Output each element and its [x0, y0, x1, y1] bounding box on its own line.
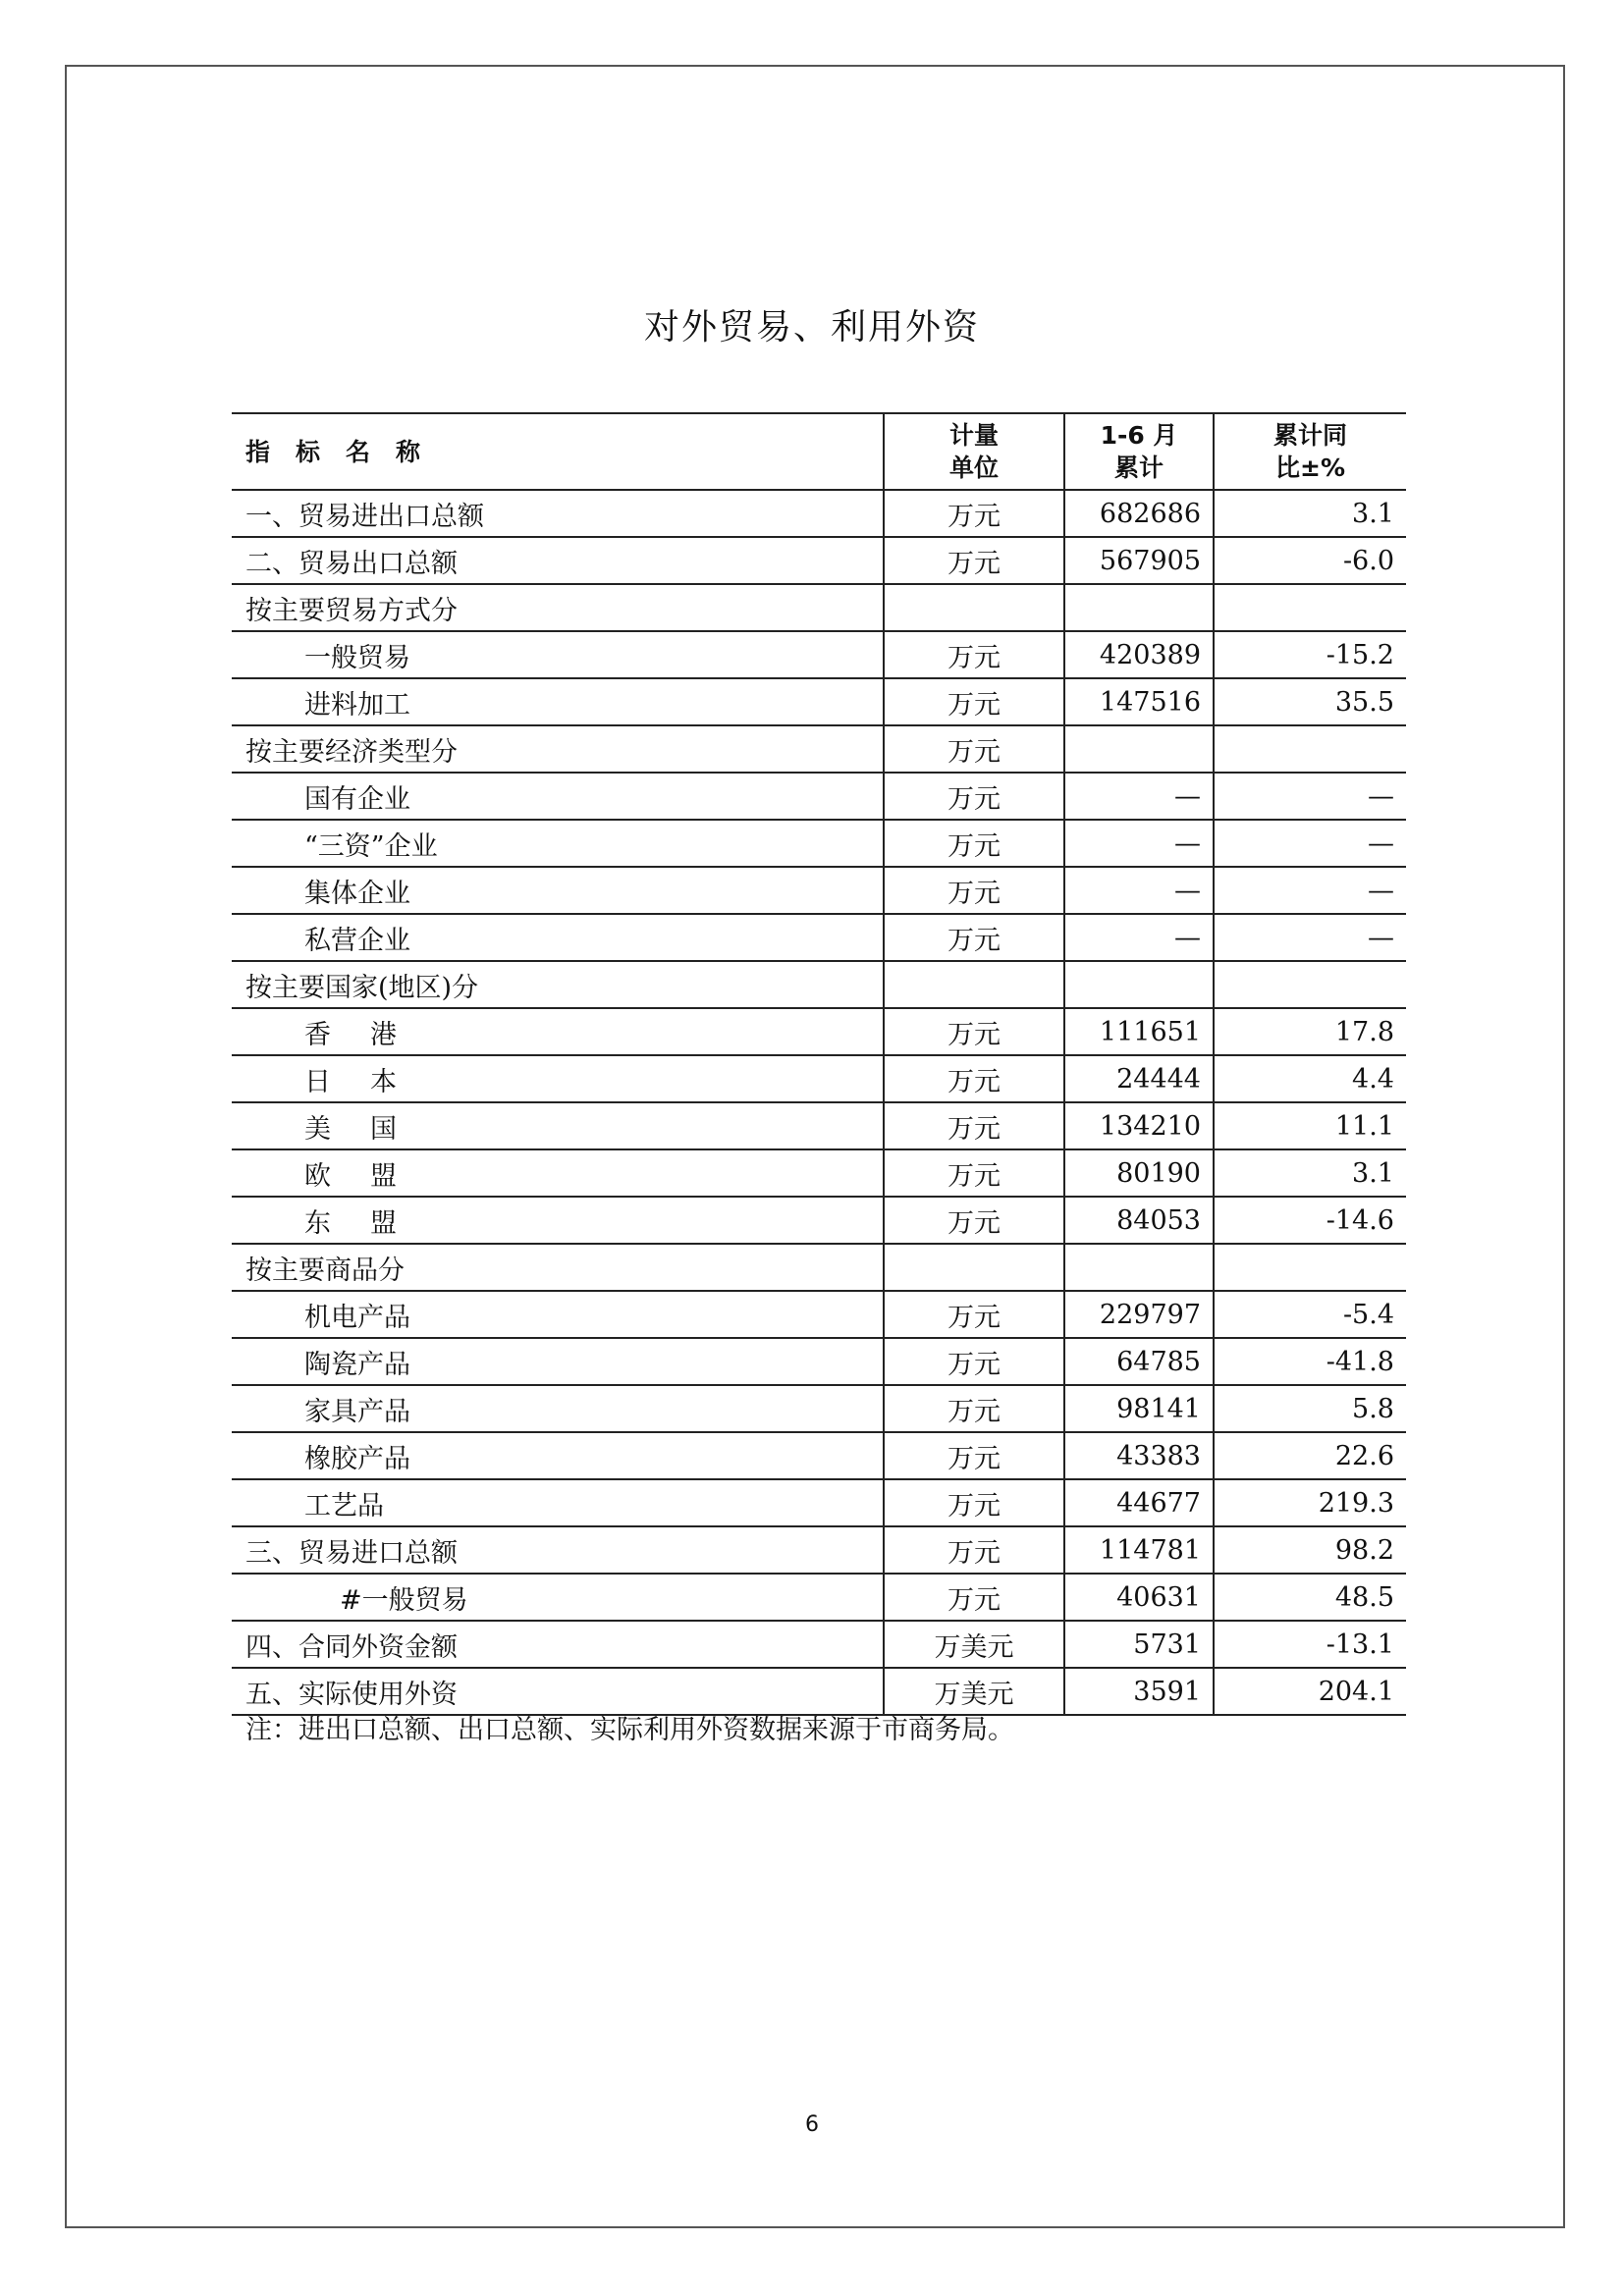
row-name: 一般贸易 [232, 631, 884, 678]
row-yoy: 5.8 [1214, 1385, 1406, 1432]
row-name: 进料加工 [232, 678, 884, 725]
row-value: 64785 [1064, 1338, 1214, 1385]
row-value: — [1064, 867, 1214, 914]
header-indicator-name: 指标名称 [232, 413, 884, 490]
row-name: 五、实际使用外资 [232, 1668, 884, 1715]
row-value: — [1064, 773, 1214, 820]
row-yoy: -15.2 [1214, 631, 1406, 678]
row-name: 国有企业 [232, 773, 884, 820]
row-name: 陶瓷产品 [232, 1338, 884, 1385]
table-row [232, 1149, 1406, 1197]
row-yoy: 219.3 [1214, 1479, 1406, 1526]
row-value: 229797 [1064, 1291, 1214, 1338]
statistics-table [232, 412, 1406, 1716]
table-row [232, 867, 1406, 914]
row-yoy: 204.1 [1214, 1668, 1406, 1715]
row-value: 420389 [1064, 631, 1214, 678]
row-name: 一、贸易进出口总额 [232, 490, 884, 537]
page-number: 6 [805, 2112, 819, 2137]
row-value [1064, 1244, 1214, 1291]
row-value: — [1064, 820, 1214, 867]
row-unit: 万元 [884, 1055, 1064, 1102]
table-row [232, 1008, 1406, 1055]
row-unit: 万元 [884, 1479, 1064, 1526]
row-name: 工艺品 [232, 1479, 884, 1526]
row-value: 134210 [1064, 1102, 1214, 1149]
row-value: 44677 [1064, 1479, 1214, 1526]
page-title: 对外贸易、利用外资 [643, 307, 980, 347]
row-name: 私营企业 [232, 914, 884, 961]
row-unit [884, 584, 1064, 631]
table-row [232, 1385, 1406, 1432]
table-row [232, 678, 1406, 725]
row-value: 111651 [1064, 1008, 1214, 1055]
table-row [232, 1244, 1406, 1291]
header-yoy-line2: 比±% [1275, 454, 1345, 482]
row-unit: 万元 [884, 1338, 1064, 1385]
row-yoy: -6.0 [1214, 537, 1406, 584]
table-footnote: 注：进出口总额、出口总额、实际利用外资数据来源于市商务局。 [245, 1715, 1014, 1745]
row-value [1064, 961, 1214, 1008]
row-yoy: -13.1 [1214, 1621, 1406, 1668]
table-row [232, 490, 1406, 537]
table-row [232, 820, 1406, 867]
table-row [232, 1526, 1406, 1574]
row-name: 按主要贸易方式分 [232, 584, 884, 631]
row-value: 567905 [1064, 537, 1214, 584]
row-name: 香港 [232, 1008, 884, 1055]
table-row [232, 1479, 1406, 1526]
table-row [232, 1574, 1406, 1621]
header-cumulative-line1: 1-6 月 [1100, 421, 1178, 450]
row-value: 43383 [1064, 1432, 1214, 1479]
row-name: 东盟 [232, 1197, 884, 1244]
row-yoy [1214, 1244, 1406, 1291]
table-row [232, 537, 1406, 584]
row-unit: 万元 [884, 1008, 1064, 1055]
row-unit: 万元 [884, 1149, 1064, 1197]
table-row [232, 1055, 1406, 1102]
header-unit-line1: 计量 [948, 421, 999, 450]
row-name: 三、贸易进口总额 [232, 1526, 884, 1574]
row-name: 橡胶产品 [232, 1432, 884, 1479]
row-value: 24444 [1064, 1055, 1214, 1102]
row-yoy [1214, 584, 1406, 631]
table-row [232, 1338, 1406, 1385]
row-yoy [1214, 961, 1406, 1008]
row-value: 84053 [1064, 1197, 1214, 1244]
header-unit [884, 413, 1064, 490]
header-unit-line2: 单位 [948, 454, 999, 482]
table-row [232, 1102, 1406, 1149]
table-header-row [232, 413, 1406, 490]
row-unit: 万元 [884, 725, 1064, 773]
row-name: #一般贸易 [232, 1574, 884, 1621]
row-yoy: 4.4 [1214, 1055, 1406, 1102]
row-value: 80190 [1064, 1149, 1214, 1197]
row-value: 3591 [1064, 1668, 1214, 1715]
row-value [1064, 584, 1214, 631]
row-value: 5731 [1064, 1621, 1214, 1668]
row-yoy: — [1214, 773, 1406, 820]
row-unit: 万元 [884, 867, 1064, 914]
row-yoy: 11.1 [1214, 1102, 1406, 1149]
row-yoy: — [1214, 867, 1406, 914]
row-unit: 万元 [884, 490, 1064, 537]
row-value: 682686 [1064, 490, 1214, 537]
row-unit: 万元 [884, 1432, 1064, 1479]
row-unit [884, 1244, 1064, 1291]
row-yoy: 17.8 [1214, 1008, 1406, 1055]
row-name: 机电产品 [232, 1291, 884, 1338]
row-yoy: -5.4 [1214, 1291, 1406, 1338]
table-row [232, 914, 1406, 961]
row-name: 集体企业 [232, 867, 884, 914]
row-unit: 万元 [884, 1197, 1064, 1244]
row-name: 按主要经济类型分 [232, 725, 884, 773]
row-unit: 万元 [884, 678, 1064, 725]
row-yoy: 48.5 [1214, 1574, 1406, 1621]
table-row [232, 1291, 1406, 1338]
row-unit: 万元 [884, 537, 1064, 584]
row-yoy: -41.8 [1214, 1338, 1406, 1385]
row-unit [884, 961, 1064, 1008]
row-value [1064, 725, 1214, 773]
row-value: 147516 [1064, 678, 1214, 725]
table-row [232, 1432, 1406, 1479]
row-yoy: 22.6 [1214, 1432, 1406, 1479]
row-yoy: -14.6 [1214, 1197, 1406, 1244]
table-row [232, 1621, 1406, 1668]
table-row [232, 725, 1406, 773]
row-yoy: — [1214, 820, 1406, 867]
row-yoy: 3.1 [1214, 490, 1406, 537]
header-cumulative-line2: 累计 [1113, 454, 1164, 482]
row-yoy: 98.2 [1214, 1526, 1406, 1574]
row-name: 日本 [232, 1055, 884, 1102]
row-unit: 万元 [884, 1102, 1064, 1149]
row-unit: 万元 [884, 631, 1064, 678]
row-unit: 万元 [884, 820, 1064, 867]
row-value: — [1064, 914, 1214, 961]
table-row [232, 631, 1406, 678]
row-name: 美国 [232, 1102, 884, 1149]
header-yoy-line1: 累计同 [1272, 421, 1347, 450]
header-cumulative [1064, 413, 1214, 490]
row-unit: 万元 [884, 1574, 1064, 1621]
row-yoy: 3.1 [1214, 1149, 1406, 1197]
table-row [232, 961, 1406, 1008]
table-row [232, 773, 1406, 820]
row-value: 40631 [1064, 1574, 1214, 1621]
row-yoy: 35.5 [1214, 678, 1406, 725]
row-name: “三资”企业 [232, 820, 884, 867]
row-name: 四、合同外资金额 [232, 1621, 884, 1668]
row-yoy [1214, 725, 1406, 773]
row-value: 114781 [1064, 1526, 1214, 1574]
row-name: 按主要国家(地区)分 [232, 961, 884, 1008]
row-name: 欧盟 [232, 1149, 884, 1197]
row-yoy: — [1214, 914, 1406, 961]
row-unit: 万元 [884, 1385, 1064, 1432]
row-unit: 万元 [884, 773, 1064, 820]
row-unit: 万元 [884, 914, 1064, 961]
row-name: 二、贸易出口总额 [232, 537, 884, 584]
row-name: 家具产品 [232, 1385, 884, 1432]
row-name: 按主要商品分 [232, 1244, 884, 1291]
row-value: 98141 [1064, 1385, 1214, 1432]
table-row [232, 1197, 1406, 1244]
row-unit: 万美元 [884, 1668, 1064, 1715]
table-row [232, 584, 1406, 631]
header-yoy [1214, 413, 1406, 490]
row-unit: 万美元 [884, 1621, 1064, 1668]
row-unit: 万元 [884, 1291, 1064, 1338]
row-unit: 万元 [884, 1526, 1064, 1574]
